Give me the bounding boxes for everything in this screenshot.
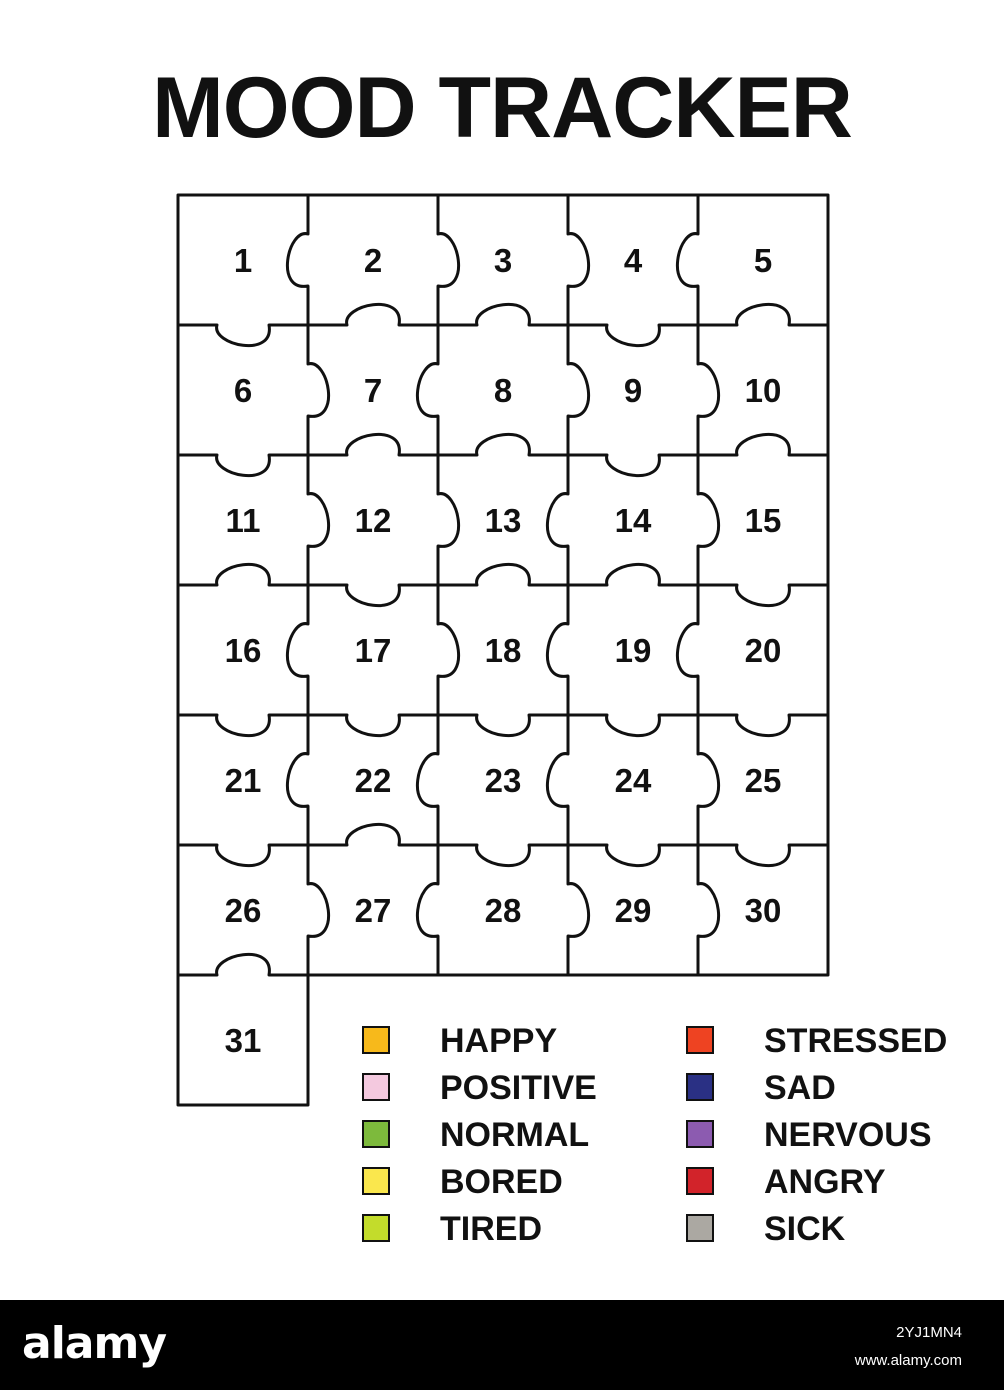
color-swatch [362,1167,390,1195]
day-number: 7 [363,372,383,409]
day-number: 8 [493,372,513,409]
legend-label: HAPPY [440,1022,558,1060]
color-swatch [686,1073,714,1101]
day-number: 11 [225,502,261,539]
day-number: 19 [614,632,652,669]
image-id: 2YJ1MN4 [896,1324,962,1341]
day-number: 18 [484,632,522,669]
day-number: 5 [753,242,773,279]
day-number: 26 [224,892,262,929]
day-number: 25 [744,762,782,799]
color-swatch [362,1026,390,1054]
watermark-footer [0,1300,1004,1390]
day-number: 31 [224,1022,262,1059]
day-number: 13 [484,502,522,539]
legend-label: SAD [764,1069,836,1107]
day-number: 2 [363,242,383,279]
day-number: 10 [744,372,782,409]
day-number: 24 [614,762,652,799]
day-number: 29 [614,892,652,929]
color-swatch [362,1214,390,1242]
legend-label: NERVOUS [764,1116,932,1154]
day-number: 17 [354,632,392,669]
day-number: 9 [623,372,643,409]
legend-label: ANGRY [764,1163,886,1201]
day-number: 22 [354,762,392,799]
legend-label: BORED [440,1163,563,1201]
color-swatch [686,1214,714,1242]
day-number: 30 [744,892,782,929]
day-number: 6 [233,372,253,409]
day-number: 4 [623,242,643,279]
day-number: 1 [233,242,253,279]
day-number: 16 [224,632,262,669]
day-number: 20 [744,632,782,669]
day-number: 23 [484,762,522,799]
legend-label: SICK [764,1210,846,1248]
day-number: 21 [224,762,262,799]
color-swatch [686,1026,714,1054]
color-swatch [362,1073,390,1101]
day-number: 27 [354,892,392,929]
day-number: 12 [354,502,392,539]
legend-label: STRESSED [764,1022,948,1060]
day-number: 15 [744,502,782,539]
legend-label: POSITIVE [440,1069,597,1107]
day-number: 3 [493,242,513,279]
day-number: 28 [484,892,522,929]
color-swatch [686,1167,714,1195]
legend-label: TIRED [440,1210,542,1248]
legend-label: NORMAL [440,1116,590,1154]
color-swatch [362,1120,390,1148]
color-swatch [686,1120,714,1148]
day-number: 14 [614,502,652,539]
brand-logo: alamy [22,1318,166,1369]
site-url: www.alamy.com [854,1352,962,1369]
page-title: MOOD TRACKER [152,60,852,156]
